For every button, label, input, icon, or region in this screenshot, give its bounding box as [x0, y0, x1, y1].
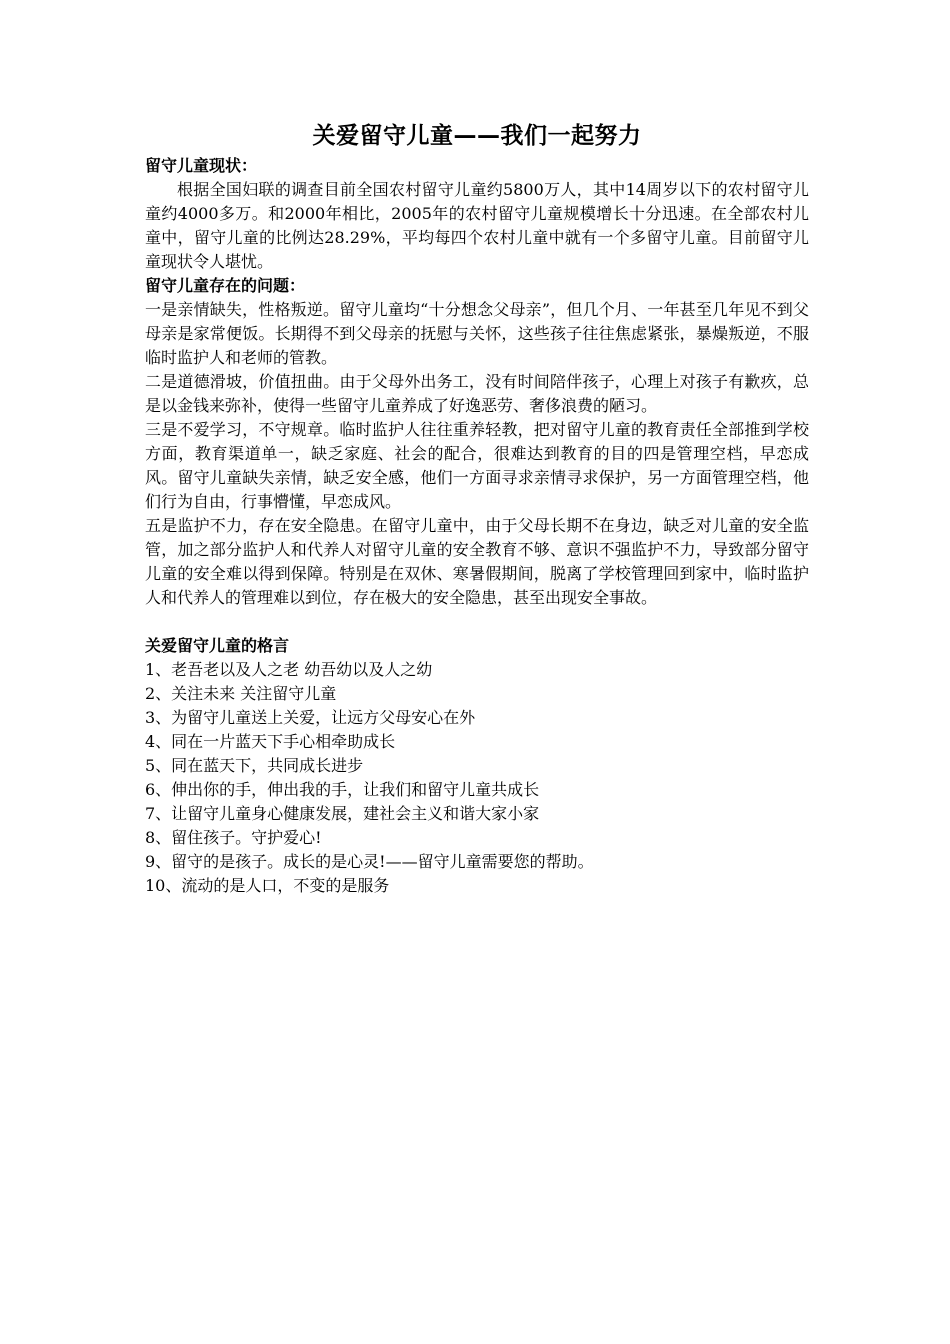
- section-status-heading: 留守儿童现状：: [145, 156, 258, 175]
- problem-paragraph-2: 二是道德滑坡，价值扭曲。由于父母外出务工，没有时间陪伴孩子，心理上对孩子有歉疚，总是以金钱来弥补，使得一些留守儿童养成了好逸恶劳、奢侈浪费的陋习。: [145, 372, 809, 415]
- saying-item-10: 10、流动的是人口，不变的是服务: [145, 876, 390, 895]
- sayings-list: [145, 658, 809, 898]
- section-gap: [145, 610, 809, 634]
- saying-item-6: 6、伸出你的手，伸出我的手，让我们和留守儿童共成长: [145, 780, 540, 799]
- section-status-paragraph: 根据全国妇联的调查目前全国农村留守儿童约5800万人，其中14周岁以下的农村留守儿童约4000多万。和2000年相比，2005年的农村留守儿童规模增长十分迅速。在全部农村儿童中，留守儿童的比例达28.29%，平均每四个农村儿童中就有一个多留守儿童。目前留守儿童现状令人堪忧。: [145, 180, 809, 271]
- saying-item-2: 2、关注未来 关注留守儿童: [145, 684, 337, 703]
- saying-item-7: 7、让留守儿童身心健康发展，建社会主义和谐大家小家: [145, 804, 540, 823]
- document-title: 关爱留守儿童——我们一起努力: [312, 123, 642, 149]
- section-problems-heading: 留守儿童存在的问题：: [145, 276, 306, 295]
- saying-item-1: 1、老吾老以及人之老 幼吾幼以及人之幼: [145, 660, 433, 679]
- saying-item-9: 9、留守的是孩子。成长的是心灵!——留守儿童需要您的帮助。: [145, 852, 594, 871]
- problem-paragraph-3: 三是不爱学习，不守规章。临时监护人往往重养轻教，把对留守儿童的教育责任全部推到学校方面，教育渠道单一，缺乏家庭、社会的配合，很难达到教育的目的四是管理空档，早恋成风。留守儿童缺失亲情，缺乏安全感，他们一方面寻求亲情寻求保护，另一方面管理空档，他们行为自由，行事懵懂，早恋成风。: [145, 420, 809, 511]
- section-problems: [145, 274, 809, 610]
- saying-item-3: 3、为留守儿童送上关爱，让远方父母安心在外: [145, 708, 476, 727]
- saying-item-8: 8、留住孩子。守护爱心!: [145, 828, 322, 847]
- problem-paragraph-1: 一是亲情缺失，性格叛逆。留守儿童均“十分想念父母亲”，但几个月、一年甚至几年见不到父母亲是家常便饭。长期得不到父母亲的抚慰与关怀，这些孩子往往焦虑紧张，暴燥叛逆，不服临时监护人和老师的管教。: [145, 300, 809, 367]
- saying-item-4: 4、同在一片蓝天下手心相牵助成长: [145, 732, 396, 751]
- document-page: [145, 118, 809, 898]
- section-sayings: [145, 634, 809, 898]
- saying-item-5: 5、同在蓝天下，共同成长进步: [145, 756, 364, 775]
- problem-paragraph-4: 五是监护不力，存在安全隐患。在留守儿童中，由于父母长期不在身边，缺乏对儿童的安全监管，加之部分监护人和代养人对留守儿童的安全教育不够、意识不强监护不力，导致部分留守儿童的安全难以得到保障。特别是在双休、寒暑假期间，脱离了学校管理回到家中，临时监护人和代养人的管理难以到位，存在极大的安全隐患，甚至出现安全事故。: [145, 516, 809, 607]
- section-status: [145, 154, 809, 274]
- section-sayings-heading: 关爱留守儿童的格言: [145, 636, 290, 655]
